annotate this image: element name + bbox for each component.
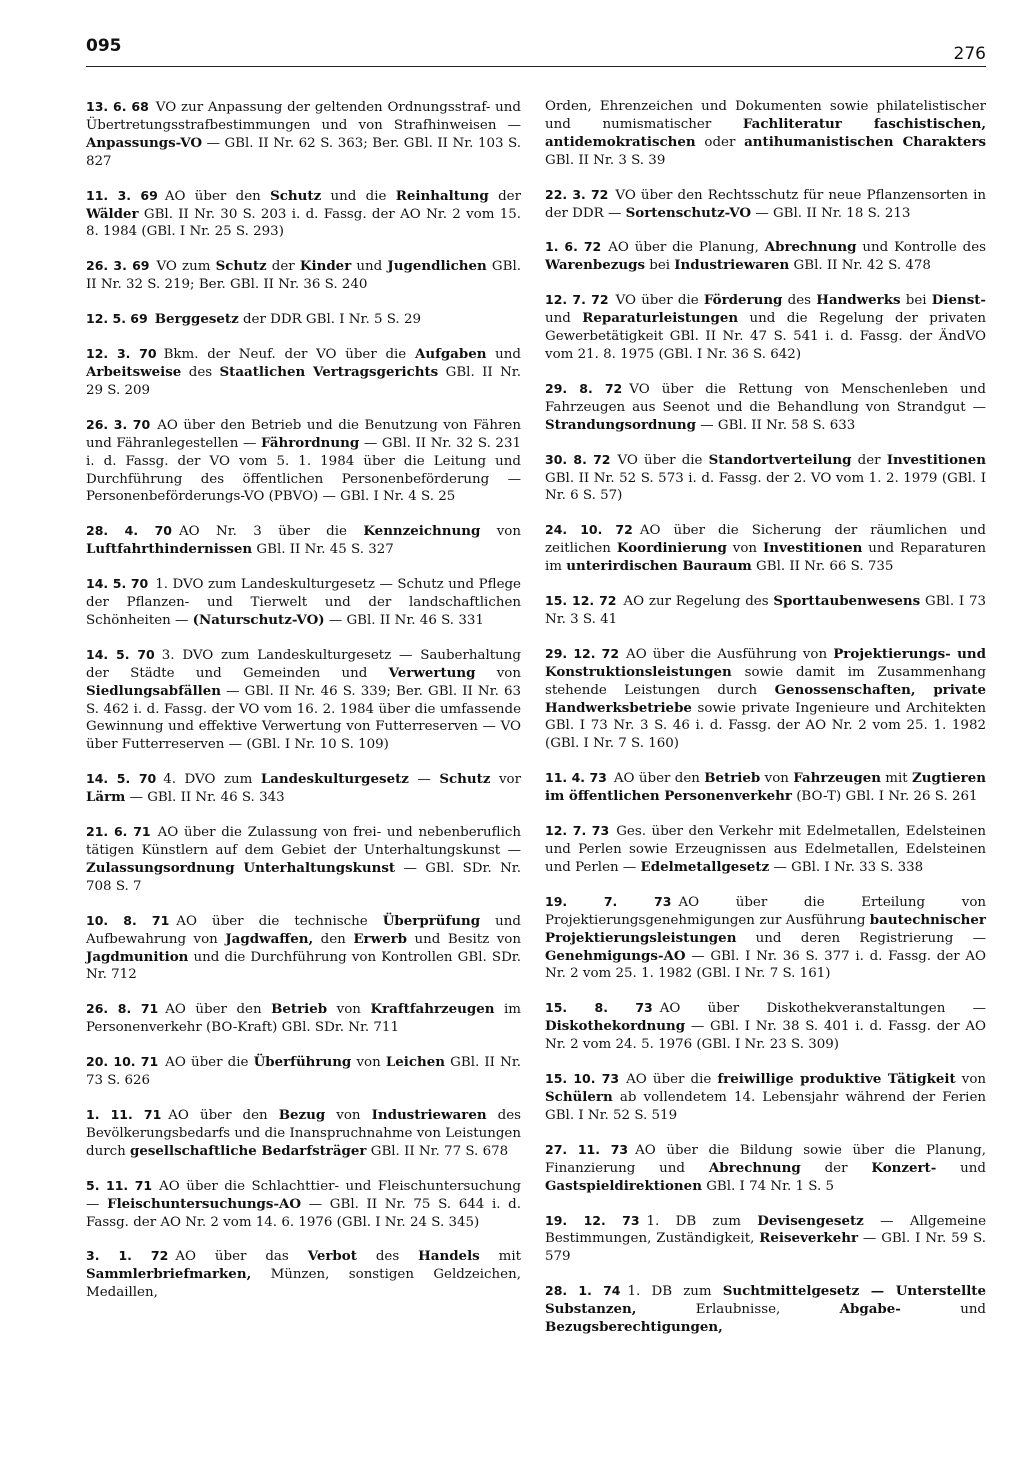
entry-text: AO über die Bildung sowie über die Planung, Finanzierung und bbox=[545, 1142, 986, 1176]
law-entry bbox=[545, 769, 986, 806]
entry-text: von bbox=[760, 771, 794, 787]
entry-keyword: (Naturschutz-VO) bbox=[192, 611, 325, 628]
entry-text: 4. DVO zum bbox=[163, 772, 261, 788]
entry-keyword: Warenbezugs bbox=[545, 257, 645, 274]
entry-text: AO über den Betrieb und die Benutzung von Fähren und Fähranlegestellen — bbox=[86, 417, 521, 451]
entry-keyword: Landeskulturgesetz bbox=[260, 771, 409, 788]
entry-keyword: Handwerks bbox=[816, 292, 901, 309]
left-column bbox=[86, 98, 521, 1318]
entry-date: 14. 5. 70 bbox=[86, 576, 149, 592]
entry-keyword: Bezugsberechtigungen, bbox=[545, 1319, 723, 1336]
entry-date: 24. 10. 72 bbox=[545, 522, 633, 538]
entry-text: VO über die Rettung von Menschenleben und Fahrzeugen aus Seenot und die Behandlung von Strandgut — bbox=[545, 381, 986, 415]
entry-text: AO über Diskothekveranstaltungen — bbox=[659, 1001, 986, 1017]
entry-text: GBl. II Nr. 66 S. 735 bbox=[751, 559, 894, 575]
entry-text: — GBl. I Nr. 59 S. 579 bbox=[545, 1231, 986, 1265]
entry-text: GBl. II Nr. 77 S. 678 bbox=[366, 1143, 509, 1159]
entry-text: von bbox=[475, 665, 521, 681]
entry-text: sowie damit im Zusammenhang stehende Leistungen durch bbox=[545, 664, 986, 698]
entry-text: VO über den Rechtsschutz für neue Pflanzensorten in der DDR — bbox=[545, 187, 986, 221]
entry-keyword: Zugtieren im öffentlichen Personenverkehr bbox=[545, 770, 986, 805]
entry-text: oder bbox=[695, 134, 745, 150]
entry-text: AO zur Regelung des bbox=[623, 594, 774, 610]
law-entry bbox=[545, 1212, 986, 1267]
entry-keyword: Sammlerbriefmarken, bbox=[86, 1266, 252, 1283]
entry-date: 19. 12. 73 bbox=[545, 1212, 640, 1228]
entry-keyword: Wälder bbox=[86, 205, 139, 222]
entry-text: sowie private Ingenieure und Architekten GBl. I 73 Nr. 3 S. 46 i. d. Fassg. der AO Nr. 2 vom 25. 1. 1982 (GBl. I Nr. 7 S. 160) bbox=[545, 700, 986, 752]
entry-keyword: Gastspieldirektionen bbox=[545, 1177, 702, 1194]
entry-date: 14. 5. 70 bbox=[86, 771, 157, 787]
entry-keyword: Industriewaren bbox=[371, 1106, 487, 1123]
entry-text: GBl. II Nr. 52 S. 573 i. d. Fassg. der 2. VO vom 1. 2. 1979 (GBl. I Nr. 6 S. 57) bbox=[545, 470, 986, 504]
entry-text: und Reparaturen im bbox=[545, 541, 986, 575]
entry-keyword: Projektierungs- und Konstruktionsleistungen bbox=[545, 645, 986, 680]
entry-keyword: Betrieb bbox=[271, 1001, 328, 1018]
entry-keyword: Strandungsordnung bbox=[545, 416, 696, 433]
entry-text: — GBl. I Nr. 38 S. 401 i. d. Fassg. der AO Nr. 2 vom 24. 5. 1976 (GBl. I Nr. 23 S. 309) bbox=[545, 1019, 986, 1053]
law-entry bbox=[86, 416, 521, 507]
page-header bbox=[0, 0, 1024, 70]
entry-keyword: Sporttaubenwesens bbox=[773, 593, 921, 610]
entry-text: von bbox=[327, 1002, 371, 1018]
entry-date: 12. 7. 72 bbox=[545, 292, 609, 308]
law-entry bbox=[86, 823, 521, 896]
entry-text: 1. DB zum bbox=[627, 1284, 723, 1300]
entry-text: und die Durchführung von Kontrollen GBl. SDr. Nr. 712 bbox=[86, 949, 521, 983]
entry-text: AO über die bbox=[626, 1072, 718, 1088]
entry-text: im Personenverkehr (BO-Kraft) GBl. SDr. Nr. 711 bbox=[86, 1002, 521, 1036]
entry-keyword: Fährordnung bbox=[261, 434, 360, 451]
law-entry bbox=[545, 291, 986, 364]
entry-text: AO über den bbox=[613, 771, 705, 787]
entry-keyword: Aufgaben bbox=[414, 346, 487, 363]
entry-text: VO über die bbox=[617, 452, 709, 468]
law-entry bbox=[545, 521, 986, 576]
entry-text: der DDR GBl. I Nr. 5 S. 29 bbox=[238, 312, 421, 328]
entry-text: — GBl. SDr. Nr. 708 S. 7 bbox=[86, 860, 521, 894]
entry-text: GBl. II Nr. 3 S. 39 bbox=[545, 152, 666, 168]
entry-date: 21. 6. 71 bbox=[86, 824, 151, 840]
entry-text: und Aufbewahrung von bbox=[86, 913, 521, 947]
entry-text: AO über die bbox=[165, 1055, 254, 1071]
entry-text: ab vollendetem 14. Lebensjahr während der Ferien GBl. I Nr. 52 S. 519 bbox=[545, 1089, 986, 1123]
entry-keyword: Staatlichen Vertragsgerichts bbox=[219, 363, 439, 380]
entry-text: — GBl. II Nr. 58 S. 633 bbox=[695, 417, 856, 433]
entry-text: mit bbox=[479, 1249, 521, 1265]
entry-text: AO über die Planung, bbox=[608, 240, 765, 256]
law-entry bbox=[86, 770, 521, 807]
entry-keyword: antihumanistischen Charakters bbox=[744, 133, 986, 150]
entry-text: — Allgemeine Bestimmungen, Zuständigkeit, bbox=[545, 1213, 987, 1247]
entry-keyword: Investitionen bbox=[763, 540, 863, 557]
entry-text: AO über die Schlachttier- und Fleischuntersuchung — bbox=[86, 1178, 521, 1212]
entry-text: und deren Registrierung — bbox=[736, 930, 986, 946]
entry-text: GBl. II Nr. 42 S. 478 bbox=[789, 258, 931, 274]
entry-text: GBl. I 74 Nr. 1 S. 5 bbox=[701, 1178, 835, 1194]
entry-keyword: Konzert- bbox=[871, 1159, 937, 1176]
entry-text: des bbox=[782, 293, 817, 309]
entry-text: des Bevölkerungsbedarfs und die Inanspruchnahme von Leistungen durch bbox=[86, 1107, 521, 1159]
entry-text: des bbox=[356, 1249, 419, 1265]
law-entry bbox=[545, 380, 986, 435]
entry-text: GBl. II Nr. 30 S. 203 i. d. Fassg. der AO Nr. 2 vom 15. 8. 1984 (GBl. I Nr. 25 S. 293) bbox=[86, 206, 521, 240]
entry-date: 11. 4. 73 bbox=[545, 770, 607, 786]
law-entry bbox=[545, 1282, 986, 1337]
entry-date: 1. 11. 71 bbox=[86, 1106, 162, 1122]
entry-date: 12. 5. 69 bbox=[86, 311, 148, 327]
page-number: 276 bbox=[953, 44, 986, 64]
entry-date: 28. 1. 74 bbox=[545, 1283, 621, 1299]
entry-keyword: Reparaturleistungen bbox=[582, 310, 739, 327]
entry-text: AO über die Sicherung der räumlichen und zeitlichen bbox=[545, 523, 987, 557]
entry-date: 5. 11. 71 bbox=[86, 1177, 153, 1193]
entry-keyword: Schutz bbox=[270, 187, 322, 204]
law-entry bbox=[545, 451, 986, 506]
entry-keyword: Siedlungsabfällen bbox=[86, 682, 222, 699]
entry-text: bei bbox=[900, 293, 932, 309]
entry-text: AO über die Erteilung von Projektierungsgenehmigungen zur Ausführung bbox=[545, 894, 986, 928]
entry-text: — bbox=[408, 772, 440, 788]
entry-text: den bbox=[313, 931, 354, 947]
entry-text: und bbox=[545, 311, 583, 327]
entry-text: VO zum bbox=[156, 259, 216, 275]
entry-text: und die Regelung der privaten Gewerbetätigkeit GBl. II Nr. 47 S. 541 i. d. Fassg. der ÄndVO vom 21. 8. 1975 (GBl. I Nr. 36 S. 642) bbox=[545, 311, 987, 362]
entry-keyword: Arbeitsweise bbox=[86, 363, 182, 380]
law-entry bbox=[86, 1247, 521, 1302]
entry-keyword: unterirdischen Bauraum bbox=[566, 558, 752, 575]
entry-text: 3. DVO zum Landeskulturgesetz — Sauberhaltung der Städte und Gemeinden und bbox=[86, 647, 521, 681]
entry-text: VO über die bbox=[615, 293, 704, 309]
entry-date: 19. 7. 73 bbox=[545, 893, 672, 909]
entry-text: von bbox=[955, 1072, 987, 1088]
entry-keyword: Lärm bbox=[86, 789, 126, 806]
entry-keyword: Reinhaltung bbox=[395, 187, 489, 204]
entry-text: 1. DVO zum Landeskulturgesetz — Schutz und Pflege der Pflanzen- und Tierwelt und der landschaftlichen Schönheiten — bbox=[86, 577, 521, 628]
entry-keyword: Abrechnung bbox=[708, 1159, 801, 1176]
entry-keyword: Genehmigungs-AO bbox=[545, 947, 686, 964]
entry-text: mit bbox=[880, 771, 913, 787]
entry-date: 26. 3. 69 bbox=[86, 258, 150, 274]
entry-keyword: Leichen bbox=[385, 1054, 446, 1071]
entry-text: und Kontrolle des bbox=[856, 240, 986, 256]
law-entry bbox=[86, 1106, 521, 1161]
entry-keyword: Überführung bbox=[253, 1054, 352, 1071]
entry-date: 29. 8. 72 bbox=[545, 380, 623, 396]
entry-date: 26. 8. 71 bbox=[86, 1001, 159, 1017]
entry-text: Bkm. der Neuf. der VO über die bbox=[163, 347, 415, 363]
entry-date: 15. 12. 72 bbox=[545, 593, 617, 609]
law-entry bbox=[86, 522, 521, 559]
law-entry bbox=[86, 98, 521, 171]
law-entry bbox=[86, 646, 521, 754]
entry-keyword: Kraftfahrzeugen bbox=[370, 1001, 495, 1018]
entry-date: 15. 8. 73 bbox=[545, 1000, 653, 1016]
entry-date: 11. 3. 69 bbox=[86, 187, 158, 203]
entry-keyword: Standortverteilung bbox=[708, 451, 852, 468]
entry-text: AO über den bbox=[164, 188, 271, 204]
entry-text: und Besitz von bbox=[407, 931, 521, 947]
entry-text: und bbox=[486, 347, 522, 363]
entry-keyword: Abrechnung bbox=[764, 239, 857, 256]
entry-keyword: Anpassungs-VO bbox=[86, 134, 203, 151]
entry-keyword: Jagdwaffen, bbox=[225, 930, 314, 947]
entry-keyword: freiwillige produktive Tätigkeit bbox=[717, 1071, 956, 1088]
law-entry bbox=[86, 1177, 521, 1232]
entry-keyword: Fleischuntersuchungs-AO bbox=[107, 1195, 302, 1212]
entry-keyword: Schutz bbox=[439, 771, 491, 788]
entry-text: GBl. II Nr. 29 S. 209 bbox=[86, 364, 521, 398]
entry-text: Münzen, sonstigen Geldzeichen, Medaillen, bbox=[86, 1267, 521, 1301]
entry-text: vor bbox=[490, 772, 521, 788]
entry-text: AO über die technische bbox=[176, 913, 383, 929]
entry-text: bei bbox=[644, 258, 675, 274]
law-entry bbox=[545, 822, 986, 877]
entry-date: 15. 10. 73 bbox=[545, 1071, 620, 1087]
entry-date: 29. 12. 72 bbox=[545, 645, 620, 661]
entry-keyword: Abgabe- bbox=[839, 1301, 901, 1318]
entry-keyword: Devisengesetz bbox=[757, 1212, 864, 1229]
entry-text: von bbox=[325, 1107, 372, 1123]
law-entry bbox=[545, 1141, 986, 1196]
entry-text: der bbox=[488, 188, 521, 204]
entry-keyword: Kennzeichnung bbox=[363, 523, 481, 540]
law-entry bbox=[86, 575, 521, 630]
entry-keyword: Verbot bbox=[307, 1248, 357, 1265]
entry-text: der bbox=[851, 452, 887, 468]
entry-keyword: Handels bbox=[418, 1248, 480, 1265]
entry-text: (BO-T) GBl. I Nr. 26 S. 261 bbox=[791, 789, 978, 805]
entry-text: und die bbox=[321, 188, 396, 204]
entry-keyword: Überprüfung bbox=[382, 912, 481, 929]
entry-date: 3. 1. 72 bbox=[86, 1248, 169, 1264]
entry-text: von bbox=[480, 524, 521, 540]
entry-text: AO über die Ausführung von bbox=[626, 646, 834, 662]
entry-text: — GBl. II Nr. 46 S. 331 bbox=[324, 612, 484, 628]
law-entry bbox=[545, 238, 986, 275]
law-entry bbox=[545, 98, 986, 170]
entry-keyword: Sortenschutz-VO bbox=[625, 204, 752, 221]
entry-date: 28. 4. 70 bbox=[86, 523, 172, 539]
law-entry bbox=[86, 1053, 521, 1090]
entry-text: von bbox=[351, 1055, 386, 1071]
entry-keyword: Fahrzeugen bbox=[793, 770, 881, 787]
law-entry bbox=[86, 345, 521, 400]
entry-keyword: Industriewaren bbox=[674, 257, 790, 274]
entry-date: 12. 7. 73 bbox=[545, 823, 610, 839]
entry-text: — GBl. II Nr. 18 S. 213 bbox=[751, 205, 911, 221]
entry-keyword: Luftfahrthindernissen bbox=[86, 541, 253, 558]
entry-keyword: Berggesetz bbox=[154, 311, 239, 328]
entry-text: 1. DB zum bbox=[646, 1213, 758, 1229]
entry-text: GBl. I 73 Nr. 3 S. 41 bbox=[545, 594, 987, 627]
entry-text: AO Nr. 3 über die bbox=[178, 524, 364, 540]
entry-text: AO über den bbox=[165, 1002, 272, 1018]
law-entry bbox=[86, 912, 521, 985]
entry-keyword: Schutz bbox=[215, 258, 267, 275]
entry-text: der bbox=[800, 1160, 872, 1176]
entry-date: 13. 6. 68 bbox=[86, 99, 149, 114]
right-column bbox=[545, 98, 986, 1353]
entry-date: 27. 11. 73 bbox=[545, 1141, 629, 1157]
entry-date: 30. 8. 72 bbox=[545, 451, 611, 467]
entry-text: — GBl. II Nr. 62 S. 363; Ber. GBl. II Nr. 103 S. 827 bbox=[86, 135, 521, 169]
entry-text: GBl. II Nr. 45 S. 327 bbox=[252, 542, 394, 558]
entry-text: und bbox=[936, 1160, 987, 1176]
entry-date: 12. 3. 70 bbox=[86, 346, 157, 362]
law-entry bbox=[545, 999, 986, 1054]
entry-text: AO über die Zulassung von frei- und nebenberuflich tätigen Künstlern auf dem Gebiet der Unterhaltungskunst — bbox=[86, 825, 521, 858]
entry-text: — GBl. II Nr. 46 S. 343 bbox=[125, 790, 285, 806]
entry-text: und bbox=[900, 1302, 987, 1318]
entry-text: und bbox=[351, 259, 388, 275]
entry-text: der bbox=[266, 259, 300, 275]
entry-keyword: Förderung bbox=[703, 292, 783, 309]
entry-keyword: Reiseverkehr bbox=[759, 1230, 859, 1247]
law-entry bbox=[545, 1070, 986, 1125]
law-entry bbox=[545, 186, 986, 223]
entry-keyword: Investitionen bbox=[886, 451, 986, 468]
law-entry bbox=[545, 893, 986, 984]
entry-date: 14. 5. 70 bbox=[86, 646, 155, 662]
entry-keyword: Koordinierung bbox=[616, 540, 727, 557]
law-entry bbox=[545, 592, 986, 629]
entry-keyword: Edelmetallgesetz bbox=[640, 858, 770, 875]
entry-text: — GBl. II Nr. 75 S. 644 i. d. Fassg. der AO Nr. 2 vom 14. 6. 1976 (GBl. I Nr. 24 S. 345) bbox=[86, 1196, 521, 1230]
entry-text: AO über das bbox=[175, 1249, 308, 1265]
entry-keyword: Jugendlichen bbox=[387, 258, 487, 275]
entry-text: — GBl. II Nr. 32 S. 231 i. d. Fassg. der VO vom 5. 1. 1984 über die Leitung und Durchführung des öffentlichen Personenbeförderung — Personenbeförderungs-VO (PBVO) — GBl. I Nr. 4 S. 25 bbox=[86, 435, 521, 505]
entry-keyword: bautechnischer Projektierungsleistungen bbox=[545, 911, 986, 946]
law-entry bbox=[545, 645, 986, 753]
entry-text: VO zur Anpassung der geltenden Ordnungsstraf- und Übertretungsstrafbestimmungen und von Strafhinweisen — bbox=[86, 100, 521, 133]
entry-text: — GBl. II Nr. 46 S. 339; Ber. GBl. II Nr. 63 S. 462 i. d. Fassg. der VO vom 16. 2. 1984 über die umfassende Gewinnung und effektive Verwertung von Futterreserven — VO über Futterreserven — (GBl. I Nr. 10 S. 109) bbox=[86, 683, 521, 753]
entry-keyword: Schülern bbox=[545, 1088, 613, 1105]
entry-date: 10. 8. 71 bbox=[86, 912, 170, 928]
entry-text: — GBl. I Nr. 33 S. 338 bbox=[769, 859, 924, 875]
entry-keyword: gesellschaftliche Bedarfsträger bbox=[129, 1142, 367, 1159]
entry-keyword: Bezug bbox=[278, 1106, 326, 1123]
section-number: 095 bbox=[86, 36, 122, 56]
entry-keyword: Suchtmittelgesetz — Unterstellte Substanzen, bbox=[545, 1283, 986, 1318]
law-entry bbox=[86, 1000, 521, 1037]
entry-text: des bbox=[181, 364, 220, 380]
entry-keyword: Zulassungsordnung Unterhaltungskunst bbox=[86, 859, 396, 876]
entry-keyword: Betrieb bbox=[704, 770, 761, 787]
entry-text: GBl. II Nr. 73 S. 626 bbox=[86, 1055, 522, 1089]
law-entry bbox=[86, 187, 521, 242]
entry-date: 1. 6. 72 bbox=[545, 239, 602, 255]
entry-keyword: Erwerb bbox=[353, 930, 408, 947]
entry-text: — GBl. I Nr. 36 S. 377 i. d. Fassg. der AO Nr. 2 vom 25. 1. 1982 (GBl. I Nr. 7 S. 161) bbox=[545, 948, 986, 982]
entry-keyword: Fachliteratur faschistischen, antidemokratischen bbox=[545, 115, 986, 150]
entry-keyword: Verwertung bbox=[388, 664, 476, 681]
entry-text: Ges. über den Verkehr mit Edelmetallen, Edelsteinen und Perlen sowie Erzeugnissen aus Edelmetallen, Edelsteinen und Perlen — bbox=[545, 824, 986, 875]
entry-date: 26. 3. 70 bbox=[86, 416, 151, 432]
law-entry bbox=[86, 310, 521, 329]
entry-text: Erlaubnisse, bbox=[636, 1302, 840, 1318]
entry-text: Orden, Ehrenzeichen und Dokumenten sowie philatelistischer und numismatischer bbox=[545, 99, 986, 132]
entry-keyword: Jagdmunition bbox=[86, 948, 189, 965]
entry-text: von bbox=[726, 541, 764, 557]
entry-text: AO über den bbox=[168, 1107, 279, 1123]
header-rule bbox=[86, 66, 986, 67]
entry-keyword: Diskothekordnung bbox=[545, 1018, 686, 1035]
entry-date: 20. 10. 71 bbox=[86, 1054, 159, 1070]
entry-text: GBl. II Nr. 32 S. 219; Ber. GBl. II Nr. 36 S. 240 bbox=[86, 259, 521, 293]
entry-keyword: Dienst- bbox=[931, 292, 986, 309]
entry-date: 22. 3. 72 bbox=[545, 186, 609, 202]
law-entry bbox=[86, 257, 521, 294]
entry-keyword: Genossenschaften, private Handwerksbetriebe bbox=[545, 681, 986, 716]
entry-keyword: Kinder bbox=[299, 258, 352, 275]
